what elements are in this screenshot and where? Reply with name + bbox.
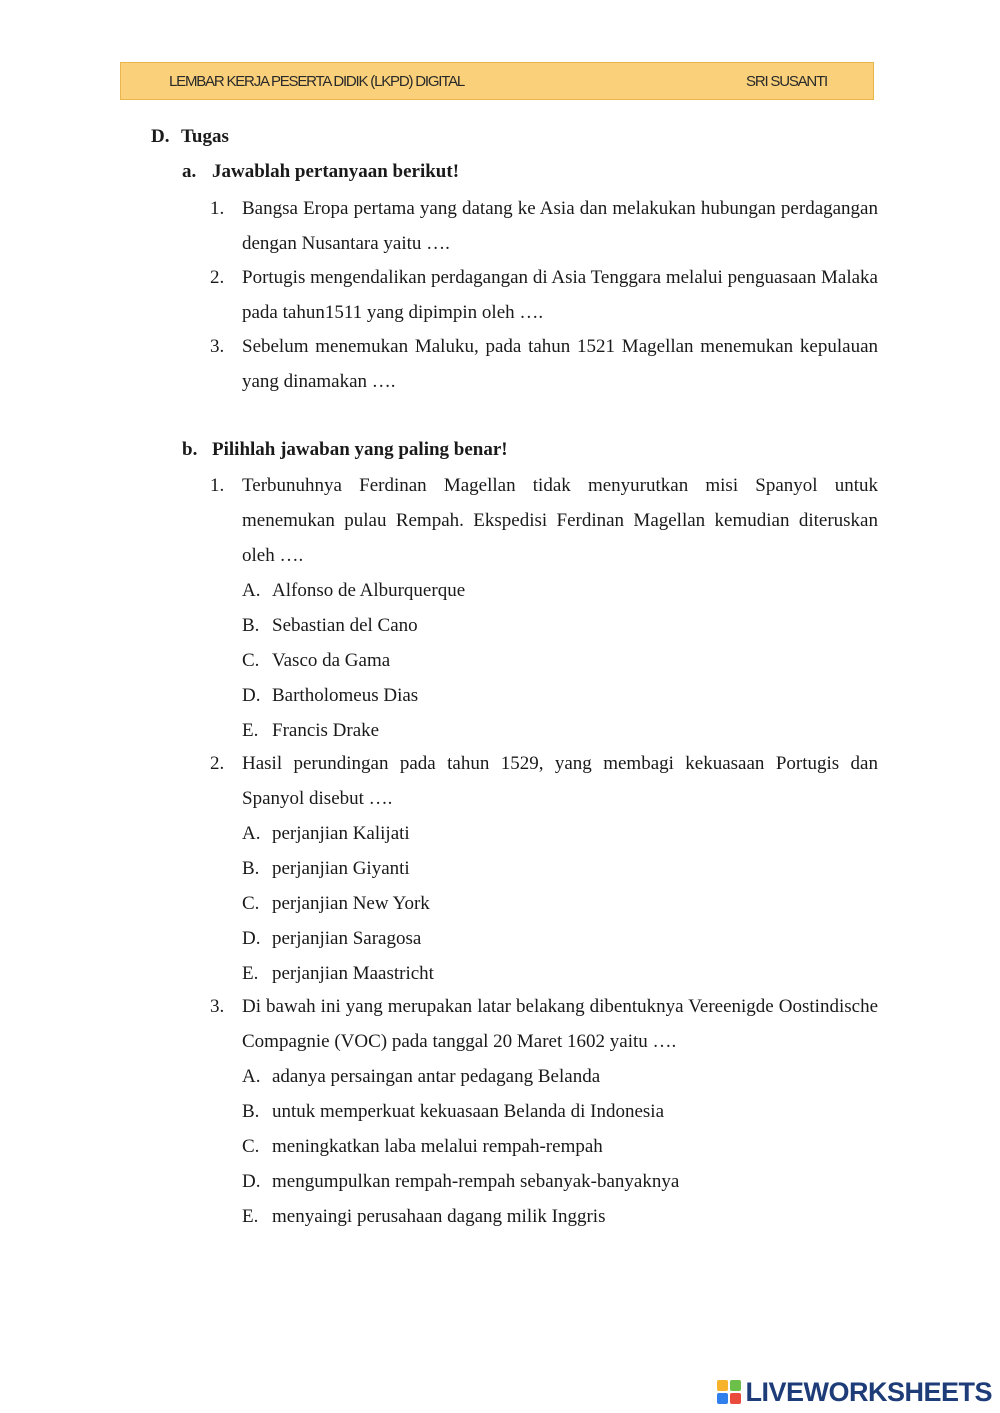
liveworksheets-brand[interactable] bbox=[717, 1377, 992, 1407]
option-letter: C. bbox=[242, 893, 260, 914]
option-text: Alfonso de Alburquerque bbox=[272, 580, 466, 601]
option-text: meningkatkan laba melalui rempah-rempah bbox=[272, 1136, 603, 1157]
option-text: Bartholomeus Dias bbox=[272, 685, 419, 706]
question-text: Di bawah ini yang merupakan latar belakang dibentuknya Vereenigde Oostindische Compagnie (VOC) pada tanggal 20 Maret 1602 yaitu …. bbox=[242, 996, 878, 1052]
option-c[interactable] bbox=[242, 643, 878, 678]
question-number: 2. bbox=[210, 267, 225, 288]
option-d[interactable] bbox=[242, 921, 878, 956]
option-a[interactable] bbox=[242, 1059, 878, 1094]
option-text: Sebastian del Cano bbox=[272, 615, 418, 636]
option-e[interactable] bbox=[242, 1199, 878, 1234]
option-letter: A. bbox=[242, 1066, 261, 1087]
logo-square bbox=[730, 1393, 741, 1404]
essay-question-1 bbox=[210, 191, 878, 261]
essay-question-3 bbox=[210, 329, 878, 399]
option-text: perjanjian New York bbox=[272, 893, 430, 914]
liveworksheets-logo-icon bbox=[717, 1380, 741, 1404]
option-c[interactable] bbox=[242, 1129, 878, 1164]
option-text: perjanjian Maastricht bbox=[272, 963, 434, 984]
header-title: LEMBAR KERJA PESERTA DIDIK (LKPD) DIGITAL bbox=[169, 73, 465, 90]
section-title-text: Tugas bbox=[181, 126, 229, 147]
option-a[interactable] bbox=[242, 816, 878, 851]
option-e[interactable] bbox=[242, 713, 878, 748]
mc-question-3 bbox=[210, 989, 878, 1234]
option-letter: E. bbox=[242, 1206, 259, 1227]
option-c[interactable] bbox=[242, 886, 878, 921]
option-b[interactable] bbox=[242, 608, 878, 643]
option-text: perjanjian Saragosa bbox=[272, 928, 422, 949]
option-letter: A. bbox=[242, 823, 261, 844]
part-b-heading bbox=[182, 439, 508, 461]
logo-square bbox=[717, 1393, 728, 1404]
logo-square bbox=[730, 1380, 741, 1391]
option-text: perjanjian Giyanti bbox=[272, 858, 410, 879]
header-bar bbox=[120, 62, 874, 100]
option-list bbox=[242, 1059, 878, 1234]
part-b-heading-text: Pilihlah jawaban yang paling benar! bbox=[212, 439, 508, 460]
mc-question-1 bbox=[210, 468, 878, 748]
question-number: 1. bbox=[210, 198, 225, 219]
question-text: Portugis mengendalikan perdagangan di Asia Tenggara melalui penguasaan Malaka pada tahun1511 yang dipimpin oleh …. bbox=[242, 267, 878, 323]
question-number: 3. bbox=[210, 336, 225, 357]
option-a[interactable] bbox=[242, 573, 878, 608]
option-letter: D. bbox=[242, 1171, 261, 1192]
option-text: adanya persaingan antar pedagang Belanda bbox=[272, 1066, 601, 1087]
part-a-letter: a. bbox=[182, 161, 197, 182]
question-text: Bangsa Eropa pertama yang datang ke Asia dan melakukan hubungan perdagangan dengan Nusantara yaitu …. bbox=[242, 198, 878, 254]
option-text: perjanjian Kalijati bbox=[272, 823, 410, 844]
option-letter: D. bbox=[242, 685, 261, 706]
brand-name: LIVEWORKSHEETS bbox=[745, 1376, 992, 1407]
option-text: menyaingi perusahaan dagang milik Inggris bbox=[272, 1206, 606, 1227]
option-letter: E. bbox=[242, 720, 259, 741]
essay-question-2 bbox=[210, 260, 878, 330]
option-e[interactable] bbox=[242, 956, 878, 991]
option-letter: B. bbox=[242, 1101, 260, 1122]
question-number: 3. bbox=[210, 996, 225, 1017]
mc-question-2 bbox=[210, 746, 878, 991]
option-letter: C. bbox=[242, 1136, 260, 1157]
option-text: Vasco da Gama bbox=[272, 650, 391, 671]
question-text: Hasil perundingan pada tahun 1529, yang membagi kekuasaan Portugis dan Spanyol disebut …. bbox=[242, 753, 878, 809]
option-letter: D. bbox=[242, 928, 261, 949]
section-letter: D. bbox=[151, 126, 170, 147]
section-title bbox=[151, 126, 229, 148]
option-letter: E. bbox=[242, 963, 259, 984]
option-text: mengumpulkan rempah-rempah sebanyak-banyaknya bbox=[272, 1171, 680, 1192]
option-list bbox=[242, 573, 878, 748]
option-b[interactable] bbox=[242, 851, 878, 886]
option-letter: C. bbox=[242, 650, 260, 671]
part-a-heading-text: Jawablah pertanyaan berikut! bbox=[212, 161, 460, 182]
part-a-heading bbox=[182, 161, 459, 183]
option-text: Francis Drake bbox=[272, 720, 380, 741]
option-letter: B. bbox=[242, 615, 260, 636]
option-letter: A. bbox=[242, 580, 261, 601]
logo-square bbox=[717, 1380, 728, 1391]
option-text: untuk memperkuat kekuasaan Belanda di Indonesia bbox=[272, 1101, 665, 1122]
header-author: SRI SUSANTI bbox=[746, 73, 827, 90]
question-text: Terbunuhnya Ferdinan Magellan tidak menyurutkan misi Spanyol untuk menemukan pulau Rempah. Ekspedisi Ferdinan Magellan kemudian diteruskan oleh …. bbox=[242, 475, 878, 566]
option-letter: B. bbox=[242, 858, 260, 879]
option-b[interactable] bbox=[242, 1094, 878, 1129]
question-number: 2. bbox=[210, 753, 225, 774]
option-list bbox=[242, 816, 878, 991]
option-d[interactable] bbox=[242, 678, 878, 713]
question-text: Sebelum menemukan Maluku, pada tahun 1521 Magellan menemukan kepulauan yang dinamakan …. bbox=[242, 336, 878, 392]
option-d[interactable] bbox=[242, 1164, 878, 1199]
question-number: 1. bbox=[210, 475, 225, 496]
part-b-letter: b. bbox=[182, 439, 198, 460]
